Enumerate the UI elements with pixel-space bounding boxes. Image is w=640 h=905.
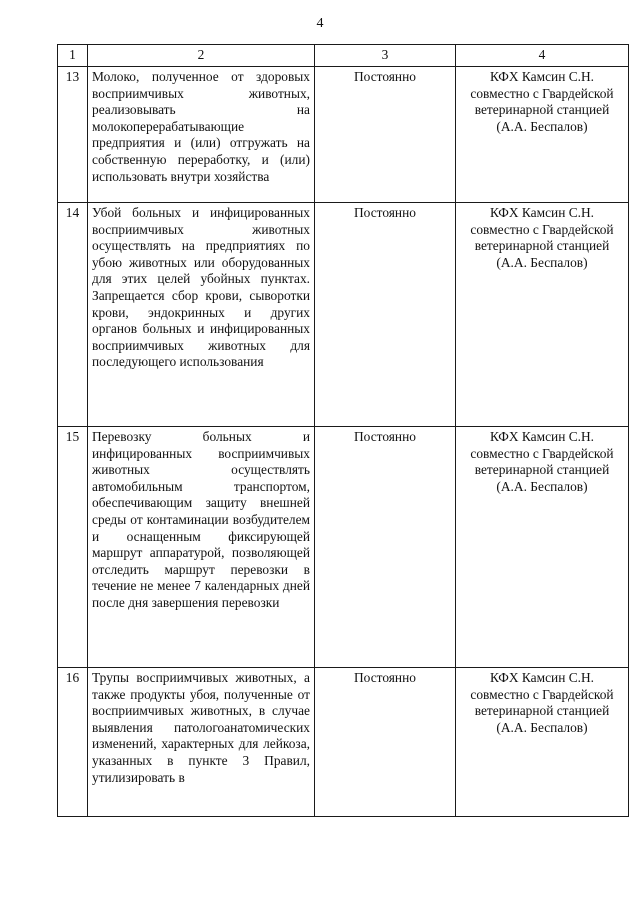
row-number: 13 [58, 67, 88, 203]
row-number: 16 [58, 668, 88, 817]
table-row [58, 203, 629, 427]
header-cell-1: 1 [58, 45, 88, 67]
responsible-cell: КФХ Камсин С.Н. совместно с Гвардейской ветеринарной станцией (А.А. Беспалов) [456, 203, 629, 427]
row-number: 14 [58, 203, 88, 427]
measure-text: Перевозку больных и инфицированных восприимчивых животных осуществлять автомобильным транспортом, обеспечивающим защиту внешней среды от контаминации возбудителем и оснащенным фиксирующей маршрут аппаратурой, позволяющей отследить маршрут перевозки в течение не менее 7 календарных дней после дня завершения перевозки [88, 427, 315, 668]
row-number: 15 [58, 427, 88, 668]
table-row [58, 67, 629, 203]
page-number: 4 [316, 16, 324, 31]
responsible-cell: КФХ Камсин С.Н. совместно с Гвардейской ветеринарной станцией (А.А. Беспалов) [456, 668, 629, 817]
measure-text: Молоко, полученное от здоровых восприимчивых животных, реализовывать на молокоперерабатывающие предприятия и (или) отгружать на собственную переработку, и (или) использовать внутри хозяйства [88, 67, 315, 203]
header-cell-4: 4 [456, 45, 629, 67]
responsible-cell: КФХ Камсин С.Н. совместно с Гвардейской ветеринарной станцией (А.А. Беспалов) [456, 67, 629, 203]
measures-table [57, 44, 629, 817]
measure-text: Убой больных и инфицированных восприимчивых животных осуществлять на предприятиях по убою животных или оборудованных для этих целей убойных пунктах. Запрещается сбор крови, сыворотки крови, эндокринных и других органов больных и инфицированных восприимчивых животных для последующего использования [88, 203, 315, 427]
term-cell: Постоянно [315, 427, 456, 668]
term-cell: Постоянно [315, 203, 456, 427]
table-row [58, 427, 629, 668]
header-cell-2: 2 [88, 45, 315, 67]
responsible-cell: КФХ Камсин С.Н. совместно с Гвардейской ветеринарной станцией (А.А. Беспалов) [456, 427, 629, 668]
table-row [58, 668, 629, 817]
measure-text: Трупы восприимчивых животных, а также продукты убоя, полученные от восприимчивых животных, в случае выявления патологоанатомических изменений, характерных для лейкоза, указанных в пункте 3 Правил, утилизировать в [88, 668, 315, 817]
table-header-row [58, 45, 629, 67]
header-cell-3: 3 [315, 45, 456, 67]
term-cell: Постоянно [315, 668, 456, 817]
term-cell: Постоянно [315, 67, 456, 203]
